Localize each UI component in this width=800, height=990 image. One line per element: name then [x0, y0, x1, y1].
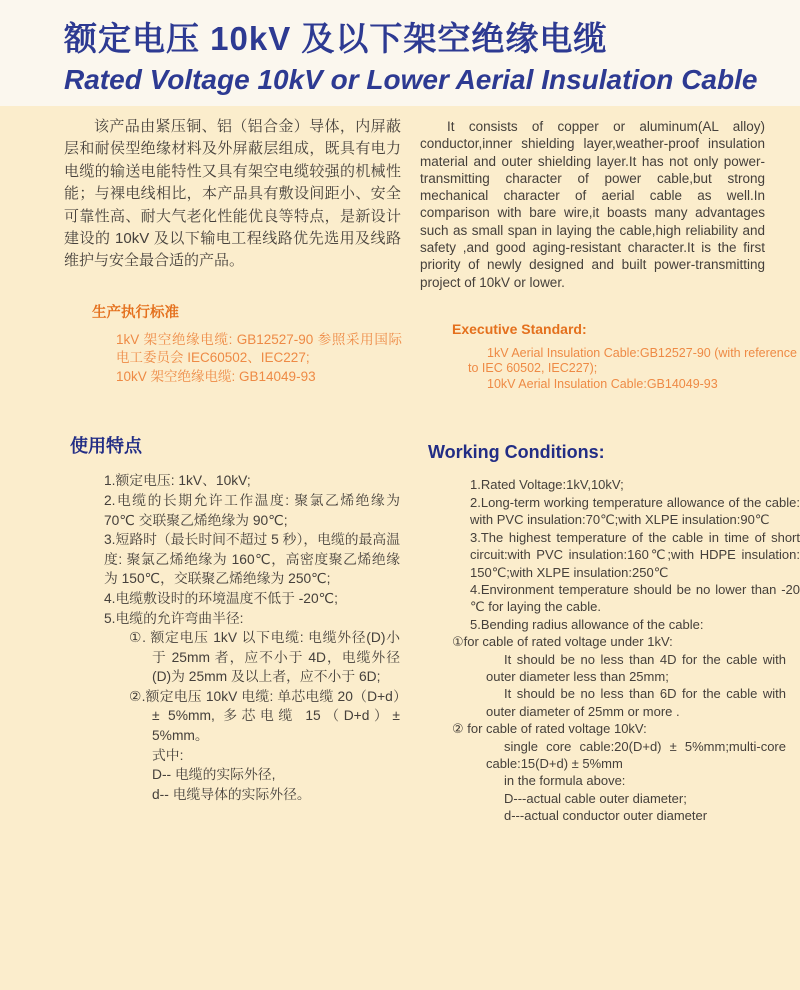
text-line: single core cable:20(D+d) ± 5%mm;multi-core cable:15(D+d) ± 5%mm: [486, 738, 786, 771]
text-line: in the formula above:: [504, 773, 626, 789]
usage-features-section-zh: [64, 432, 401, 804]
page-title-zh: 额定电压 10kV 及以下架空绝缘电缆: [64, 20, 608, 57]
working-conditions-section-en: [420, 442, 800, 824]
text-line: 1kV Aerial Insulation Cable:GB12527-90 (with reference to IEC 60502, IEC227);: [468, 345, 797, 376]
text-line: 5.电缆的允许弯曲半径:: [104, 610, 244, 626]
text-line: 5.Bending radius allowance of the cable:: [470, 616, 704, 632]
text-line: 10kV Aerial Insulation Cable:GB14049-93: [487, 376, 718, 391]
text-line: 1.额定电压: 1kV、10kV;: [104, 473, 251, 489]
text-line: ② for cable of rated voltage 10kV:: [452, 721, 647, 737]
text-line: 2.电缆的长期允许工作温度: 聚氯乙烯绝缘为 70℃ 交联聚乙烯绝缘为 90℃;: [104, 492, 400, 528]
text-line: ②.额定电压 10kV 电缆: 单芯电缆 20（D+d）± 5%mm, 多芯电缆 15（D+d）± 5%mm。: [129, 688, 400, 744]
working-conditions-heading-en: Working Conditions:: [428, 442, 605, 463]
page-header: [0, 0, 800, 106]
text-line: d-- 电缆导体的实际外径。: [152, 786, 311, 802]
text-line: 1.Rated Voltage:1kV,10kV;: [470, 477, 624, 493]
text-line: 4.电缆敷设时的环境温度不低于 -20℃;: [104, 590, 338, 606]
usage-features-list-zh: [104, 471, 400, 804]
intro-paragraph-zh: 该产品由紧压铜、铝（铝合金）导体，内屏蔽层和耐侯型绝缘材料及外屏蔽层组成，既具有电力电缆的输送电能特性又具有架空电缆较强的机械性能；与裸电线相比，本产品具有敷设间距小、安全可靠性高、耐大气老化性能优良等特点，是新设计建设的 10kV 及以下输电工程线路优先选用及线路维护与安全最合适的产品。: [64, 118, 401, 270]
text-line: ①for cable of rated voltage under 1kV:: [452, 634, 673, 650]
text-line: 1kV 架空绝缘电缆: GB12527-90 参照采用国际电工委员会 IEC60502、IEC227;: [116, 331, 402, 366]
text-line: d---actual conductor outer diameter: [504, 808, 708, 824]
text-line: It should be no less than 6D for the cable with outer diameter of 25mm or more .: [486, 686, 786, 719]
working-conditions-list-en: [452, 476, 800, 824]
text-line: 10kV 架空绝缘电缆: GB14049-93: [116, 368, 316, 384]
text-line: D---actual cable outer diameter;: [504, 790, 687, 806]
text-line: 3.短路时（最长时间不超过 5 秒），电缆的最高温度: 聚氯乙烯绝缘为 160℃，高密度聚乙烯绝缘为 150℃，交联聚乙烯绝缘为 250℃;: [104, 532, 400, 587]
production-standard-heading-zh: 生产执行标准: [92, 304, 179, 321]
production-standard-lines-zh: [116, 331, 402, 387]
text-line: It should be no less than 4D for the cable with outer diameter less than 25mm;: [486, 651, 786, 684]
intro-paragraph-en: It consists of copper or aluminum(AL alloy) conductor,inner shielding layer,weather-proof insulation material and outer shielding layer.It has not only power-transmitting character of power cable,but strong mechanical character of aerial cable as well.In comparison with bare wire,it boasts many advantages such as small span in laying the cable,high reliability and safety ,and good aging-resistant character.It is the first priority of newly designed and built power-transmitting project of 10kV or lower.: [420, 119, 765, 290]
text-line: 3.The highest temperature of the cable in time of short circuit:with PVC insulation:160℃;with HDPE insulation: 150℃;with XLPE insulation:250℃: [470, 529, 800, 580]
english-column: [420, 106, 800, 825]
text-line: D-- 电缆的实际外径,: [152, 767, 276, 783]
executive-standard-heading-en: Executive Standard:: [452, 320, 587, 337]
executive-standard-section-en: [420, 320, 797, 393]
chinese-column: [64, 106, 401, 804]
text-line: 4.Environment temperature should be no lower than -20 ℃ for laying the cable.: [470, 581, 800, 615]
text-line: 2.Long-term working temperature allowance of the cable: with PVC insulation:70℃;with XLPE insulation:90℃: [470, 494, 800, 528]
executive-standard-lines-en: [468, 346, 800, 393]
text-line: 式中:: [152, 747, 184, 763]
usage-features-heading-zh: 使用特点: [70, 436, 142, 457]
production-standard-section-zh: [64, 301, 401, 387]
page-title-en: Rated Voltage 10kV or Lower Aerial Insulation Cable: [64, 64, 758, 95]
text-line: ①. 额定电压 1kV 以下电缆: 电缆外径(D)小于 25mm 者，应不小于 4D，电缆外径(D)为 25mm 及以上者，应不小于 6D;: [129, 630, 400, 685]
